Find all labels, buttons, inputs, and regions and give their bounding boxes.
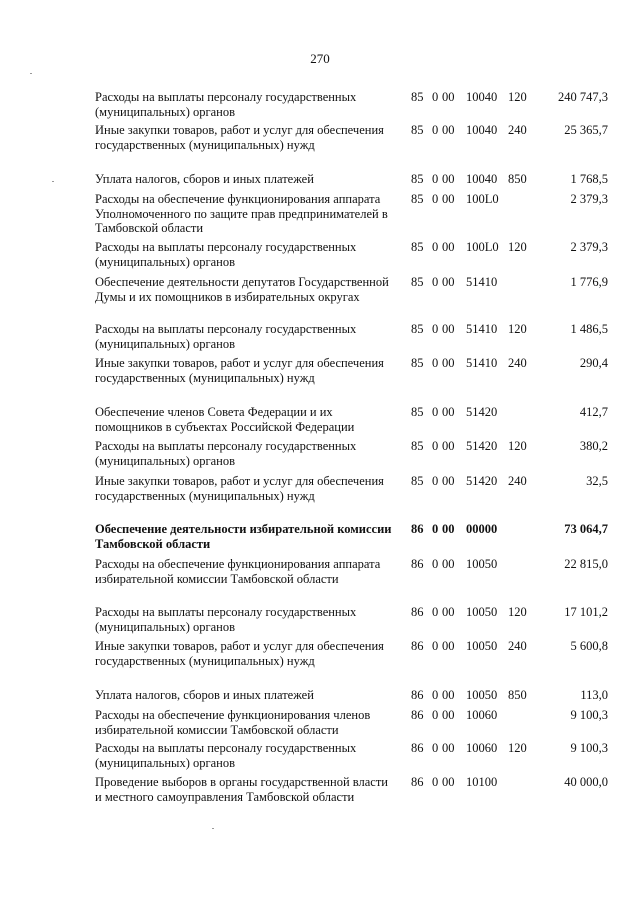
code-part: 00	[442, 192, 455, 206]
code-part: 0	[432, 605, 439, 619]
amount: 380,2	[579, 439, 608, 453]
row-name: Расходы на выплаты персоналу государственных (муниципальных) органов	[95, 90, 357, 119]
amount: 2 379,3	[570, 192, 608, 206]
code-part: 51420	[466, 439, 498, 453]
expense-type-code: 850	[508, 172, 527, 186]
target-article-code	[411, 322, 506, 337]
amount: 9 100,3	[570, 741, 608, 755]
amount: 1 486,5	[570, 322, 608, 336]
code-part: 85	[411, 275, 424, 289]
amount: 17 101,2	[564, 605, 608, 619]
row-name: Расходы на обеспечение функционирования аппарата избирательной комиссии Тамбовской области	[95, 557, 381, 586]
target-article-code	[411, 240, 506, 255]
code-part: 00	[442, 639, 455, 653]
target-article-code	[411, 557, 506, 572]
code-part: 0	[432, 708, 439, 722]
code-part: 00000	[466, 522, 498, 536]
code-part: 0	[432, 741, 439, 755]
amount: 1 768,5	[570, 172, 608, 186]
code-part: 00	[442, 90, 455, 104]
row-name: Иные закупки товаров, работ и услуг для обеспечения государственных (муниципальных) нужд	[95, 639, 384, 668]
code-part: 0	[432, 439, 439, 453]
row-name: Обеспечение членов Совета Федерации и их помощников в субъектах Российской Федерации	[95, 405, 355, 434]
row-name: Расходы на выплаты персоналу государственных (муниципальных) органов	[95, 439, 357, 468]
row-name: Расходы на обеспечение функционирования аппарата Уполномоченного по защите прав предпринимателей в Тамбовской области	[95, 192, 388, 236]
code-part: 86	[411, 775, 424, 789]
code-part: 0	[432, 557, 439, 571]
code-part: 00	[442, 240, 455, 254]
page-number: 270	[310, 51, 330, 66]
row-name: Уплата налогов, сборов и иных платежей	[95, 688, 314, 702]
amount: 5 600,8	[570, 639, 608, 653]
code-part: 00	[442, 688, 455, 702]
amount: 73 064,7	[564, 522, 608, 536]
code-part: 86	[411, 708, 424, 722]
code-part: 10040	[466, 123, 498, 137]
code-part: 85	[411, 123, 424, 137]
amount: 290,4	[579, 356, 608, 370]
expense-type-code: 120	[508, 240, 527, 254]
amount: 22 815,0	[564, 557, 608, 571]
code-part: 0	[432, 275, 439, 289]
code-part: 86	[411, 557, 424, 571]
scan-speck	[212, 828, 214, 829]
amount: 25 365,7	[564, 123, 608, 137]
code-part: 10050	[466, 639, 498, 653]
row-name: Проведение выборов в органы государственной власти и местного самоуправления Тамбовской области	[95, 775, 388, 804]
code-part: 85	[411, 474, 424, 488]
code-part: 0	[432, 522, 439, 536]
code-part: 86	[411, 741, 424, 755]
code-part: 0	[432, 405, 439, 419]
code-part: 100L0	[466, 192, 499, 206]
code-part: 10050	[466, 557, 498, 571]
code-part: 10060	[466, 708, 498, 722]
target-article-code	[411, 708, 506, 723]
scan-speck	[52, 181, 54, 182]
code-part: 00	[442, 741, 455, 755]
amount: 412,7	[579, 405, 608, 419]
code-part: 0	[432, 474, 439, 488]
amount: 1 776,9	[570, 275, 608, 289]
target-article-code	[411, 90, 506, 105]
target-article-code	[411, 405, 506, 420]
code-part: 51420	[466, 474, 498, 488]
target-article-code	[411, 192, 506, 207]
row-name: Иные закупки товаров, работ и услуг для обеспечения государственных (муниципальных) нужд	[95, 474, 384, 503]
target-article-code	[411, 275, 506, 290]
row-name: Обеспечение деятельности избирательной комиссии Тамбовской области	[95, 522, 392, 551]
code-part: 10050	[466, 688, 498, 702]
code-part: 10060	[466, 741, 498, 755]
code-part: 0	[432, 639, 439, 653]
code-part: 100L0	[466, 240, 499, 254]
expense-type-code: 120	[508, 439, 527, 453]
expense-type-code: 240	[508, 356, 527, 370]
expense-type-code: 240	[508, 474, 527, 488]
row-name: Расходы на выплаты персоналу государственных (муниципальных) органов	[95, 322, 357, 351]
row-name: Обеспечение деятельности депутатов Государственной Думы и их помощников в избирательных округах	[95, 275, 389, 304]
code-part: 00	[442, 474, 455, 488]
code-part: 10040	[466, 172, 498, 186]
row-name: Иные закупки товаров, работ и услуг для обеспечения государственных (муниципальных) нужд	[95, 356, 384, 385]
code-part: 0	[432, 322, 439, 336]
code-part: 0	[432, 123, 439, 137]
code-part: 51410	[466, 356, 498, 370]
amount: 32,5	[586, 474, 608, 488]
amount: 2 379,3	[570, 240, 608, 254]
code-part: 0	[432, 356, 439, 370]
target-article-code	[411, 522, 506, 537]
code-part: 86	[411, 522, 424, 536]
code-part: 00	[442, 275, 455, 289]
code-part: 51410	[466, 322, 498, 336]
code-part: 85	[411, 192, 424, 206]
code-part: 85	[411, 90, 424, 104]
expense-type-code: 120	[508, 90, 527, 104]
code-part: 00	[442, 123, 455, 137]
target-article-code	[411, 741, 506, 756]
row-name: Иные закупки товаров, работ и услуг для обеспечения государственных (муниципальных) нужд	[95, 123, 384, 152]
code-part: 0	[432, 172, 439, 186]
row-name: Уплата налогов, сборов и иных платежей	[95, 172, 314, 186]
code-part: 00	[442, 708, 455, 722]
expense-type-code: 120	[508, 605, 527, 619]
code-part: 51410	[466, 275, 498, 289]
target-article-code	[411, 123, 506, 138]
code-part: 0	[432, 90, 439, 104]
code-part: 00	[442, 356, 455, 370]
target-article-code	[411, 688, 506, 703]
code-part: 86	[411, 605, 424, 619]
target-article-code	[411, 356, 506, 371]
code-part: 00	[442, 557, 455, 571]
target-article-code	[411, 639, 506, 654]
code-part: 86	[411, 688, 424, 702]
amount: 9 100,3	[570, 708, 608, 722]
code-part: 85	[411, 172, 424, 186]
target-article-code	[411, 474, 506, 489]
target-article-code	[411, 775, 506, 790]
code-part: 10040	[466, 90, 498, 104]
expense-type-code: 240	[508, 639, 527, 653]
expense-type-code: 240	[508, 123, 527, 137]
code-part: 85	[411, 439, 424, 453]
row-name: Расходы на выплаты персоналу государственных (муниципальных) органов	[95, 605, 357, 634]
code-part: 85	[411, 405, 424, 419]
code-part: 0	[432, 240, 439, 254]
row-name: Расходы на выплаты персоналу государственных (муниципальных) органов	[95, 741, 357, 770]
expense-type-code: 120	[508, 322, 527, 336]
expense-type-code: 120	[508, 741, 527, 755]
amount: 113,0	[580, 688, 608, 702]
code-part: 85	[411, 356, 424, 370]
target-article-code	[411, 172, 506, 187]
code-part: 10100	[466, 775, 498, 789]
row-name: Расходы на обеспечение функционирования членов избирательной комиссии Тамбовской области	[95, 708, 371, 737]
amount: 240 747,3	[558, 90, 608, 104]
expense-type-code: 850	[508, 688, 527, 702]
code-part: 51420	[466, 405, 498, 419]
code-part: 00	[442, 405, 455, 419]
code-part: 10050	[466, 605, 498, 619]
code-part: 0	[432, 688, 439, 702]
code-part: 0	[432, 192, 439, 206]
code-part: 00	[442, 172, 455, 186]
scan-speck	[30, 73, 32, 74]
code-part: 00	[442, 322, 455, 336]
code-part: 85	[411, 322, 424, 336]
row-name: Расходы на выплаты персоналу государственных (муниципальных) органов	[95, 240, 357, 269]
code-part: 00	[442, 775, 455, 789]
code-part: 00	[442, 605, 455, 619]
code-part: 0	[432, 775, 439, 789]
code-part: 86	[411, 639, 424, 653]
code-part: 00	[442, 439, 455, 453]
code-part: 85	[411, 240, 424, 254]
target-article-code	[411, 439, 506, 454]
code-part: 00	[442, 522, 455, 536]
amount: 40 000,0	[564, 775, 608, 789]
target-article-code	[411, 605, 506, 620]
